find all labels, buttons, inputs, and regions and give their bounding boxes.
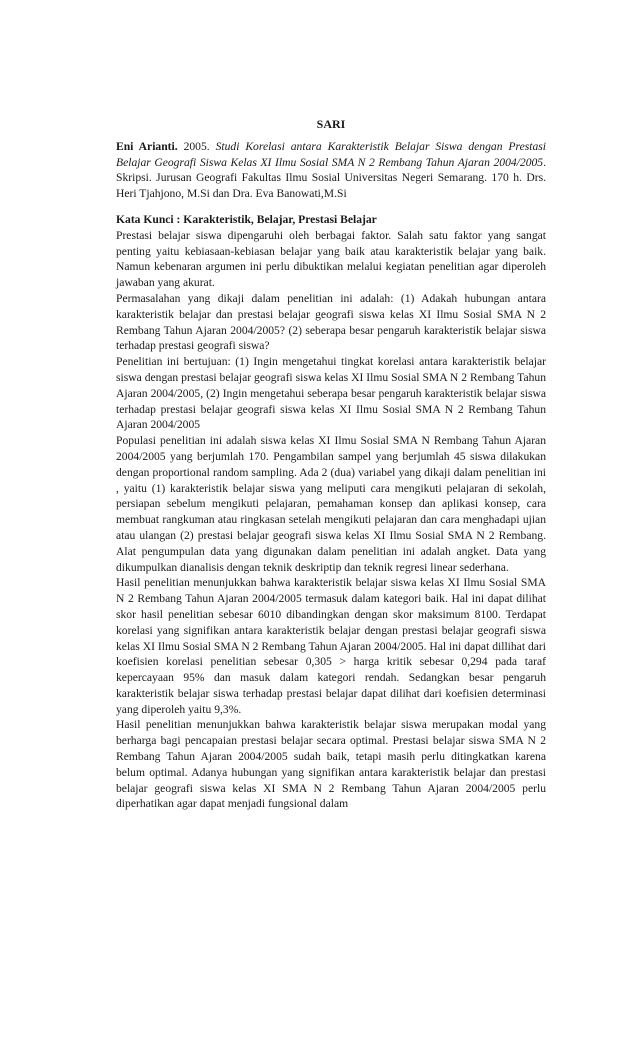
paragraph-objectives: Penelitian ini bertujuan: (1) Ingin mengetahui tingkat korelasi antara karakteristik belajar siswa dengan prestasi belajar geografi siswa kelas XI Ilmu Sosial SMA N 2 Rembang Tahun Ajaran 2004/2005, (2) Ingin mengetahui seberapa besar pengaruh karakteristik belajar siswa terhadap prestasi belajar geografi siswa kelas XI Ilmu Sosial SMA N 2 Rembang Tahun Ajaran 2004/2005 bbox=[116, 355, 546, 432]
publication-year: 2005. bbox=[177, 139, 216, 153]
author-name: Eni Arianti. bbox=[116, 139, 178, 153]
paragraph-conclusion: Hasil penelitian menunjukkan bahwa karakteristik belajar siswa merupakan modal yang berharga bagi pencapaian prestasi belajar secara optimal. Prestasi belajar siswa SMA N 2 Rembang Tahun Ajaran 2004/2005 sudah baik, tetapi masih perlu ditingkatkan karena belum optimal. Adanya hubungan yang signifikan antara karakteristik belajar dan prestasi belajar geografi siswa kelas XI SMA N 2 Rembang Tahun Ajaran 2004/2005 perlu diperhatikan agar dapat menjadi fungsional dalam bbox=[116, 718, 546, 811]
thesis-details: . Skripsi. Jurusan Geografi Fakultas Ilmu Sosial Universitas Negeri Semarang. 170 h. Drs. Heri Tjahjono, M.Si dan Dra. Eva Banowati,M.Si bbox=[116, 155, 546, 201]
citation-paragraph bbox=[116, 139, 546, 202]
document-title: SARI bbox=[316, 117, 346, 131]
paragraph-results: Hasil penelitian menunjukkan bahwa karakteristik belajar siswa kelas XI Ilmu Sosial SMA N 2 Rembang Tahun Ajaran 2004/2005 termasuk dalam kategori baik. Hal ini dapat dilihat skor hasil penelitian sebesar 6010 dibandingkan dengan skor maksimum 8100. Terdapat korelasi yang signifikan antara karakteristik belajar dengan prestasi belajar geografi siswa kelas XI Ilmu Sosial SMA N 2 Rembang Tahun Ajaran 2004/2005. Hal ini dapat dillihat dari koefisien korelasi penelitian sebesar 0,305 > harga kritik sebesar 0,294 pada taraf kepercayaan 95% dan masuk dalam kategori rendah. Sedangkan besar pengaruh karakteristik belajar siswa terhadap prestasi belajar dapat dilihat dari koefisien determinasi yang diperoleh yaitu 9,3%. bbox=[116, 576, 546, 716]
thesis-title: Studi Korelasi antara Karakteristik Belajar Siswa dengan Prestasi Belajar Geografi Siswa Kelas XI Ilmu Sosial SMA N 2 Rembang Tahun Ajaran 2004/2005 bbox=[116, 139, 546, 169]
document-page bbox=[116, 117, 546, 812]
keywords-line: Kata Kunci : Karakteristik, Belajar, Prestasi Belajar bbox=[116, 212, 377, 226]
paragraph-background: Prestasi belajar siswa dipengaruhi oleh berbagai faktor. Salah satu faktor yang sangat penting yaitu kebiasaan-kebiasan belajar yang baik atau karakteristik belajar yang baik. Namun kebenaran argumen ini perlu dibuktikan melalui kegiatan penelitian agar diperoleh jawaban yang akurat. bbox=[116, 228, 546, 290]
paragraph-methods: Populasi penelitian ini adalah siswa kelas XI Ilmu Sosial SMA N Rembang Tahun Ajaran 2004/2005 yang berjumlah 170. Pengambilan sampel yang berjumlah 45 siswa dilakukan dengan proportional random sampling. Ada 2 (dua) variabel yang dikaji dalam penelitian ini , yaitu (1) karakteristik belajar siswa yang meliputi cara mengikuti pelajaran di sekolah, persiapan sebelum mengikuti pelajaran, pemahaman konsep dan aplikasi konsep, cara membuat rangkuman atau ringkasan setelah mengikuti pelajaran dan cara menghadapi ujian atau ulangan (2) prestasi belajar geografi siswa kelas XI Ilmu Sosial SMA N 2 Rembang. Alat pengumpulan data yang digunakan dalam penelitian ini adalah angket. Data yang dikumpulkan dianalisis dengan teknik deskriptip dan teknik regresi linear sederhana. bbox=[116, 434, 546, 574]
paragraph-problems: Permasalahan yang dikaji dalam penelitian ini adalah: (1) Adakah hubungan antara karakteristik belajar dan prestasi belajar geografi siswa kelas XI Ilmu Sosial SMA N 2 Rembang Tahun Ajaran 2004/2005? (2) seberapa besar pengaruh karakteristik belajar siswa terhadap prestasi geografi siswa? bbox=[116, 291, 546, 353]
